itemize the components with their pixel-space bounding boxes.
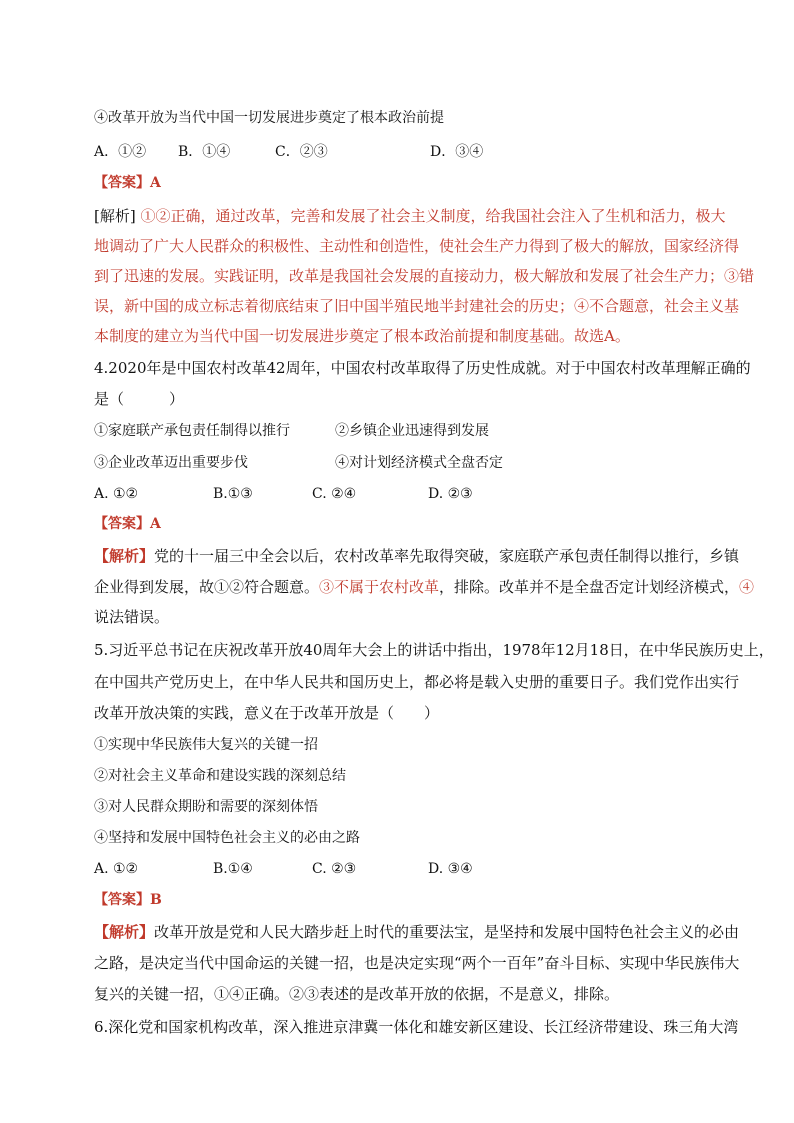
analysis-label: [解析] (94, 207, 136, 225)
q5-option-d: D. ③④ (428, 861, 473, 877)
analysis-text: ①②正确，通过改革，完善和发展了社会主义制度，给我国社会注入了生机和活力，极大 (140, 207, 726, 225)
q4-item-4: ④对计划经济模式全盘否定 (335, 455, 503, 471)
analysis-label: 【解析】 (94, 923, 155, 941)
q6-stem-line-1: 6.深化党和国家机构改革，深入推进京津冀一体化和雄安新区建设、长江经济带建设、珠三角大湾 (94, 1018, 739, 1036)
analysis-text-b: ③不属于农村改革 (319, 578, 440, 596)
q4-answer (94, 514, 161, 534)
q5-answer (94, 890, 162, 910)
q3-option-c: C．②③ (275, 144, 328, 160)
q4-option-b: B.①③ (213, 486, 253, 502)
analysis-text: 改革开放是党和人民大踏步赶上时代的重要法宝，是坚持和发展中国特色社会主义的必由 (154, 923, 740, 941)
analysis-text: 党的十一届三中全会以后，农村改革率先取得突破，家庭联产承包责任制得以推行，乡镇 (154, 547, 740, 565)
q5-item-1: ①实现中华民族伟大复兴的关键一招 (94, 737, 318, 753)
answer-label: 【答案】 (94, 516, 150, 532)
q5-option-c: C. ②③ (312, 861, 357, 877)
analysis-text-c: ，排除。改革并不是全盘否定计划经济模式， (439, 578, 740, 596)
q4-analysis-line-1 (94, 546, 739, 566)
q5-analysis-line-3: 复兴的关键一招，①④正确。②③表述的是改革开放的依据，不是意义，排除。 (94, 985, 620, 1003)
q3-option-b: B．①④ (178, 144, 231, 160)
answer-value: A (150, 516, 161, 532)
q3-analysis-line-1 (94, 206, 726, 226)
q3-item-4: ④改革开放为当代中国一切发展进步奠定了根本政治前提 (94, 110, 444, 126)
q5-option-b: B.①④ (213, 861, 253, 877)
analysis-text-d: ④ (739, 578, 755, 596)
q5-stem-line-3: 改革开放决策的实践，意义在于改革开放是（ ） (94, 704, 440, 722)
answer-label: 【答案】 (94, 175, 150, 191)
answer-value: B (150, 892, 162, 908)
q4-stem-line-2: 是（ ） (94, 390, 185, 408)
q3-answer (94, 173, 161, 193)
q4-option-d: D. ②③ (428, 486, 473, 502)
q4-option-c: C. ②④ (312, 486, 357, 502)
analysis-label: 【解析】 (94, 547, 155, 565)
q5-item-2: ②对社会主义革命和建设实践的深刻总结 (94, 768, 346, 784)
q3-analysis-line-3: 到了迅速的发展。实践证明，改革是我国社会发展的直接动力，极大解放和发展了社会生产力；③错 (94, 267, 755, 285)
q5-item-3: ③对人民群众期盼和需要的深刻体悟 (94, 799, 318, 815)
q3-option-a: A．①② (94, 144, 147, 160)
q4-stem-line-1: 4.2020年是中国农村改革42周年，中国农村改革取得了历史性成就。对于中国农村改革理解正确的 (94, 359, 751, 377)
q5-analysis-line-2: 之路，是决定当代中国命运的关键一招，也是决定实现“两个一百年”奋斗目标、实现中华民族伟大 (94, 954, 740, 972)
q4-item-1: ①家庭联产承包责任制得以推行 (94, 423, 290, 439)
q5-analysis-line-1 (94, 922, 739, 942)
q5-option-a: A. ①② (94, 861, 139, 877)
q4-item-2: ②乡镇企业迅速得到发展 (335, 423, 489, 439)
answer-label: 【答案】 (94, 892, 150, 908)
q4-option-a: A. ①② (94, 486, 139, 502)
q3-option-d: D．③④ (430, 144, 484, 160)
q4-item-3: ③企业改革迈出重要步伐 (94, 455, 248, 471)
q3-analysis-line-2: 地调动了广大人民群众的积极性、主动性和创造性，使社会生产力得到了极大的解放，国家经济得 (94, 237, 740, 255)
analysis-text-a: 企业得到发展，故①②符合题意。 (94, 578, 320, 596)
q5-stem-line-2: 在中国共产党历史上，在中华人民共和国历史上，都必将是载入史册的重要日子。我们党作出实行 (94, 673, 740, 691)
q5-stem-line-1: 5.习近平总书记在庆祝改革开放40周年大会上的讲话中指出，1978年12月18日，在中华民族历史上， (94, 641, 774, 659)
q5-item-4: ④坚持和发展中国特色社会主义的必由之路 (94, 830, 360, 846)
answer-value: A (150, 175, 161, 191)
q3-analysis-line-5: 本制度的建立为当代中国一切发展进步奠定了根本政治前提和制度基础。故选A。 (94, 327, 630, 345)
q3-analysis-line-4: 误，新中国的成立标志着彻底结束了旧中国半殖民地半封建社会的历史；④不合题意，社会主义基 (94, 297, 740, 315)
q4-analysis-line-2 (94, 577, 754, 597)
q4-analysis-line-3: 说法错误。 (94, 608, 170, 626)
